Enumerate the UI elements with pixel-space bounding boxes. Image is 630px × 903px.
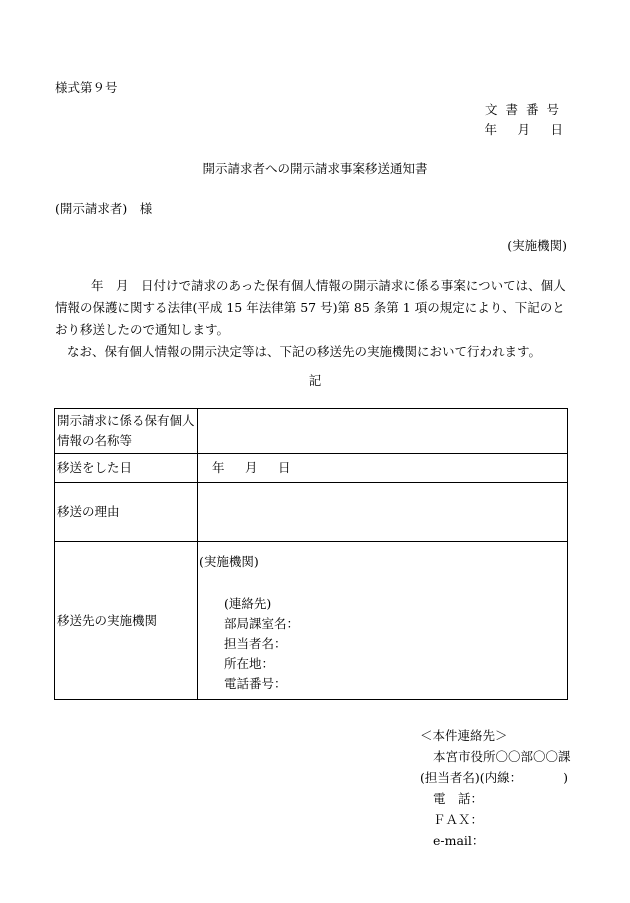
destination-contact-header: (連絡先) [224,596,272,611]
table-value-transfer-date: 年 月 日 [198,454,568,483]
table-row [55,542,568,700]
table-row [55,483,568,542]
contact-phone: 電 話： [433,791,484,806]
table-row [55,409,568,454]
contact-heading: ＜本件連絡先＞ [420,728,508,743]
contact-block [420,725,571,851]
addressee: (開示請求者) 様 [55,201,153,216]
form-number: 様式第９号 [55,80,118,95]
body-paragraph-2: なお、保有個人情報の開示決定等は、下記の移送先の実施機関において行われます。 [67,344,542,359]
contact-person [420,767,568,788]
issuing-agency: (実施機関) [507,238,567,253]
body-paragraph-1: 年 月 日付けで請求のあった保有個人情報の開示請求に係る事案については、個人情報の保護に関する法律(平成 15 年法律第 57 号)第 85 条第 1 項の規定により、下記のとおり移送したので通知します。 [55,278,566,337]
contact-person-label: (担当者名)(内線： [420,770,523,785]
transfer-details-table [54,408,568,700]
body-text [55,275,575,363]
destination-phone: 電話番号： [224,676,287,691]
table-value-transfer-reason [198,483,568,542]
table-label-destination: 移送先の実施機関 [55,542,198,700]
contact-person-close: ) [563,770,568,785]
destination-address: 所在地： [224,656,275,671]
table-value-info-name [198,409,568,454]
contact-email: e-mail： [433,833,485,848]
ki-heading: 記 [308,373,322,388]
table-label-transfer-date: 移送をした日 [55,454,198,483]
destination-department: 部局課室名： [224,616,300,631]
table-value-destination [198,542,568,700]
contact-fax: ＦＡＸ： [433,812,484,827]
contact-office: 本宮市役所〇〇部〇〇課 [433,749,571,764]
destination-agency: (実施機関) [199,554,259,569]
document-title: 開示請求者への開示請求事案移送通知書 [202,161,428,176]
document-date: 年 月 日 [484,122,567,137]
table-label-transfer-reason: 移送の理由 [55,483,198,542]
table-row [55,454,568,483]
table-label-info-name: 開示請求に係る保有個人情報の名称等 [55,409,198,454]
document-number: 文書番号 [484,102,567,117]
destination-person: 担当者名： [224,636,287,651]
destination-contact [224,594,299,694]
